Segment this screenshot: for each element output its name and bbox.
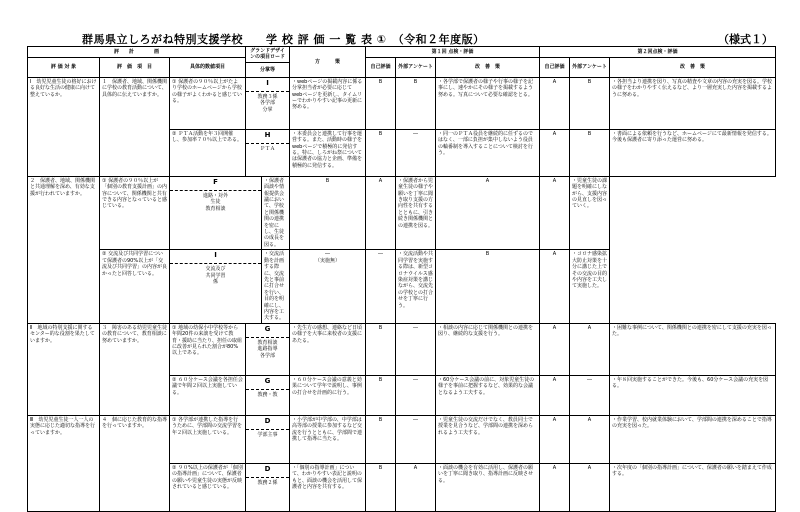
shihyou-cell: ② ＰＴＡ活動を年３回開催し、参加率７０％以上である。 — [170, 129, 246, 176]
grand-design-cell — [246, 77, 290, 129]
t1-gaibu-mark: ― — [396, 323, 436, 375]
taishou-header: 評 価 対 象 — [28, 58, 100, 78]
tantou-label: 教務・教 — [257, 391, 278, 398]
t2-kaizen-cell: ・各担当より連携を図り、写真の精査や文章の内容の充実を図る。学校の様子をわかりやすく伝えるなど、より一層充実した内容を掲載するように努める。 — [610, 77, 776, 129]
t1-gaibu-mark: ― — [396, 375, 436, 415]
shihyou-cell: ② ６０分ケース会議を各担任会議で年間２回以上実施している。 — [170, 375, 246, 415]
grand-design-code: I — [214, 251, 217, 260]
tantou-header: 分掌等 — [246, 62, 290, 77]
tantou-label: 交流及び 共同学習 係 — [205, 266, 226, 286]
t1-jiko-mark: ― （実施無） — [290, 250, 366, 323]
t2-jiko-mark: A — [436, 176, 540, 249]
tantou-label: 教務２係 — [257, 479, 278, 486]
shihyou-cell: ② 交流及び共同学習について保護者の90%以上が「交流及び共同学習」の内容が良かったと回答している。 — [100, 250, 170, 323]
t2-jiko-mark: A — [540, 463, 570, 511]
table-row — [28, 250, 776, 323]
t2-kaizen-cell: ・次年度の「個別の指導計画」について、保護者の願いを踏まえて作成する。 — [610, 463, 776, 511]
houkou-cell: ・交流活動を計画する際に、交流先と事前に打合せを行い、目的を明確にし、内容を工夫する。 — [262, 250, 290, 323]
evaluation-table — [27, 46, 776, 512]
grand-design-code: H — [264, 130, 271, 139]
t2-kaizen-header: 改 善 策 — [610, 58, 776, 78]
t2-jiko-mark: A — [540, 375, 570, 415]
grand-design-cell — [170, 176, 262, 249]
t1-kaizen-cell: ・児童生徒の交流だけでなく、教員同士で授業を見合うなど、学部間の連携を深められるよう工夫する。 — [436, 415, 540, 463]
shihyou-cell: ① 保護者の９０％以上がたより学校のホームページから学校の様子がよくわかると感じている。 — [170, 77, 246, 129]
t1-jiko-header: 自己評価 — [366, 58, 396, 78]
houkou-cell: ・「個別の指導計画」について、わかりやすい表記と説明のもと、面談の機会を活用して保護者と内容を共有する。 — [290, 463, 366, 511]
houkou-cell: ・保護者面談や情報提供会議において、学校と関係機関の連携を密にし、生徒の成長を図る。 — [262, 176, 290, 249]
t1-jiko-mark: B — [290, 176, 366, 249]
t2-jiko-header: 自己評価 — [540, 58, 570, 78]
t1-jiko-mark: B — [366, 323, 396, 375]
grand-design-code: G — [264, 324, 271, 333]
t1-kaizen-cell: ・相談の内容に応じて関係機関との連携を図り、継続的な支援を行う。 — [436, 323, 540, 375]
form-version: （様式１） — [718, 33, 773, 46]
t1-kaizen-cell: ・60分ケース会議の前に、対象児童生徒の様子を事前に把握するなど、効果的な会議となるよう工夫する。 — [436, 375, 540, 415]
houkou-cell: ・小学部が中学部の、中学部は高等部の授業に参加するなど交流を行うとともに、学部間で連携して指導に当たる。 — [290, 415, 366, 463]
koumoku-cell: １ 保護者、地域、関係機関に学校の教育活動について、具体的に伝えていますか。 — [100, 77, 170, 176]
table-row — [28, 77, 776, 129]
koumoku-header: 評 価 項 目 — [100, 58, 170, 78]
t2-gaibu-mark: ― — [570, 375, 610, 415]
t1-jiko-mark: B — [366, 463, 396, 511]
shihyou-cell: ② ９０%以上の保護者が「個別の指導計画」について、保護者の願いや児童生徒の実態が反映されていると感じている。 — [170, 463, 246, 511]
t2-gaibu-mark: B — [570, 129, 610, 176]
tantou-label: 学部主事 — [257, 431, 278, 438]
t2-gaibu-mark: A — [540, 250, 570, 323]
taishou-cell: Ⅰ 幼児児童生徒の格好における良好な生活の健康に向けて整えているか。 — [28, 77, 100, 176]
t1-jiko-mark: B — [366, 77, 396, 129]
t1-gaibu-mark: A — [366, 176, 396, 249]
grand-design-code: F — [213, 177, 218, 186]
t1-gaibu-mark: ― — [366, 250, 396, 323]
t1-kaizen-cell: ・交流活動や共同学習を実施する際は、新型コロナウイルス感染症対策を講じながら、交流先の学校との打合せを丁寧に行う。 — [396, 250, 436, 323]
t2-jiko-mark: A — [540, 323, 570, 375]
t2-kaizen-cell: ・困難な事例について、関係機関との連携を密にして支援の充実を図った。 — [610, 323, 776, 375]
table-row — [28, 176, 776, 249]
tantou-label: ＰＴＡ — [259, 145, 275, 152]
t2-kaizen-cell: ・年８回実施することができた。今後も、60分ケース会議の充実を図る。 — [610, 375, 776, 415]
grand-design-cell — [246, 463, 290, 511]
t1-gaibu-header: 外部アンケート — [396, 58, 436, 78]
table-row — [28, 323, 776, 375]
shihyou-header: 具体的数値項目 — [170, 58, 246, 78]
t2-gaibu-mark: A — [540, 176, 570, 249]
t2-jiko-mark: A — [540, 129, 570, 176]
document-title: 群馬県立しろがね特別支援学校 学 校 評 価 一 覧 表 ① （令和２年度版） — [82, 33, 485, 46]
taishou-cell: Ⅱ 地域の特別支援に関するセンター的な役割を果たしていますか。 — [28, 323, 100, 415]
taishou-cell: Ⅲ 幼児児童生徒一人一人の実態に応じた適切な指導を行っていますか。 — [28, 415, 100, 511]
tantou-label: 進路・対外 生徒 教育相談 — [202, 192, 228, 212]
grand-design-cell — [170, 250, 262, 323]
houkou-header: 方 策 — [290, 47, 366, 78]
houkou-cell: ・先生方の感想、連絡など日頃の様子を大事に来校者の支援にあたる。 — [290, 323, 366, 375]
koumoku-cell: ３ 障害のある幼児児童生徒の教育について、教育相談に努めていますか。 — [100, 323, 170, 415]
plan-group-header: 評 計 画 — [28, 47, 246, 58]
t2-kaizen-cell: ・児童生徒の課題を明確にしながら、支援内容の見直しを図っていく。 — [570, 176, 610, 249]
t1-jiko-mark: B — [366, 415, 396, 463]
t2-jiko-mark: B — [436, 250, 540, 323]
t1-jiko-mark: B — [366, 375, 396, 415]
shihyou-cell: ① 地域の幼保小中学校等から年間20件の来談を受けて教育・援助に当たり、担任の取組に改善が見られた割合が80%以上である。 — [170, 323, 246, 375]
t2-gaibu-mark: A — [570, 463, 610, 511]
table-row — [28, 415, 776, 463]
grand-design-cell — [246, 375, 290, 415]
t1-gaibu-mark: A — [396, 463, 436, 511]
t2-gaibu-mark: B — [570, 77, 610, 129]
t2-gaibu-header: 外部アンケート — [570, 58, 610, 78]
grand-design-code: Ⅰ — [266, 78, 269, 87]
t2-jiko-mark: A — [540, 77, 570, 129]
houkou-cell: ・６０分ケース会議の意義と効果について学年で説明し、事例の打合せを計画的に行う。 — [290, 375, 366, 415]
t1-gaibu-mark: B — [396, 77, 436, 129]
t1-kaizen-cell: ・保護者から児童生徒の様子や願いを丁寧に聞き取り支援の方向性を共有するとともに、引き続き関係機関との連携を図る。 — [396, 176, 436, 249]
grand-design-header: グランドデザインの項目ロード — [246, 47, 290, 63]
koumoku-cell: ４ 個に応じた教育的な指導を行っていますか。 — [100, 415, 170, 511]
t2-jiko-mark: A — [540, 415, 570, 463]
term2-header: 第２回点検・評価 — [540, 47, 776, 58]
shihyou-cell: ① 各学部が連携した指導を行うために、学部間の交流学習を年２回以上実施している。 — [170, 415, 246, 463]
tantou-label: 教育相談 進路指導 各学部 — [257, 339, 278, 359]
grand-design-code: D — [264, 416, 271, 425]
t1-kaizen-cell: ・各学部で保護者の様子や行事の様子を記事にし、速やかにその様子を掲載するよう努める。写真について必要な確認をとる。 — [436, 77, 540, 129]
houkou-cell: ・webページの掲載内容に係る分掌担当者が必要に応じて webページを更新し、タイムリーでわかりやすい記事の更新に努める。 — [290, 77, 366, 129]
shihyou-cell: ① 保護者の９０％以上が「個別の教育支援計画」の内容について、関係機関と共有できる内容となっていると感じている。 — [100, 176, 170, 249]
t2-gaibu-mark: A — [570, 323, 610, 375]
tantou-label: 教務３係 各学部 分掌 — [257, 93, 278, 113]
koumoku-cell: ２ 保護者、地域、関係機関と共通理解を深め、有効な支援が行われていますか。 — [28, 176, 100, 323]
t1-kaizen-header: 改 善 策 — [436, 58, 540, 78]
t1-jiko-mark: B — [366, 129, 396, 176]
houkou-cell: ・本委員会と連携して行事を運営する。また、活動時の様子をwebページで積極的に発信する。特に、しろがね祭については保護者の協力と企画、準備を積極的に発信する。 — [290, 129, 366, 176]
t1-gaibu-mark: ― — [396, 415, 436, 463]
t2-kaizen-cell: ・コロナ感染拡大防止対策を十分に講じた上でその交流の目的や内容を工夫して実施した。 — [570, 250, 610, 323]
grand-design-code: G — [264, 376, 271, 385]
t2-kaizen-cell: ・作業学習、校内就業体験において、学部間の連携を深めることで指導の充実を図った。 — [610, 415, 776, 463]
t2-kaizen-cell: ・書面による依頼を行うなど、ホームページにて最新情報を発信する。今後も保護者に寄り添った運営に努める。 — [610, 129, 776, 176]
t1-gaibu-mark: ― — [396, 129, 436, 176]
t2-gaibu-mark: A — [570, 415, 610, 463]
t1-kaizen-cell: ・同一のＰＴＡ役員を継続的に任ずるのではなく、一部に負担が集中しないよう役員の輪番制を導入することについて検討を行う。 — [436, 129, 540, 176]
grand-design-code: D — [264, 464, 271, 473]
grand-design-cell — [246, 323, 290, 375]
term1-header: 第１回 点検・評価 — [366, 47, 540, 58]
grand-design-cell — [246, 129, 290, 176]
t1-kaizen-cell: ・面談の機会を有効に活用し、保護者の願いを丁寧に聞き取り、指導計画に反映させる。 — [436, 463, 540, 511]
grand-design-cell — [246, 415, 290, 463]
